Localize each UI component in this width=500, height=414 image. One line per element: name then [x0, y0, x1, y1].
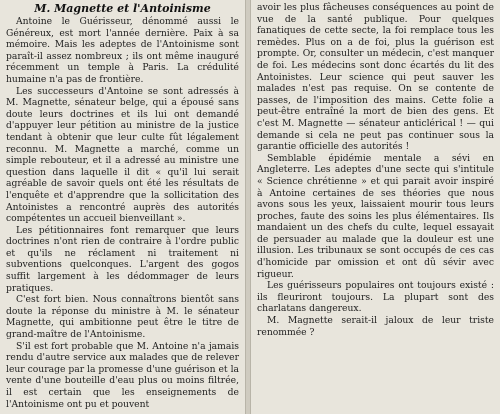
paragraph: Semblable épidémie mentale a sévi en Angleterre. Les adeptes d'une secte qui s'intitule « Science chrétienne » et qui parait avoir inspiré à Antoine certaines de ses théories que nous avons sous les yeux, laissaient mourir tous leurs proches, faute des soins les plus élémentaires. Ils mandaient un des chefs du culte, lequel essayait de persuader au malade que la douleur est une illusion. Les tribunaux se sont occupés de ces cas d'homicide par omission et ont dû sévir avec rigueur. — [257, 152, 494, 280]
paragraph: C'est fort bien. Nous connaîtrons bientôt sans doute la réponse du ministre à M. le sénateur Magnette, qui ambitionne peut être le titre de grand-maître de l'Antoinisme. — [6, 294, 239, 341]
paragraph: M. Magnette serait-il jaloux de leur triste renommée ? — [257, 315, 494, 338]
paragraph: S'il est fort probable que M. Antoine n'a jamais rendu d'autre service aux malades que de relever leur courage par la promesse d'une guérison et la vente d'une bouteille d'eau plus ou moins filtrée, il est certain que les enseignements de l'Antoinisme ont pu et pouvent — [6, 340, 239, 410]
paragraph: Antoine le Guérisseur, dénommé aussi le Généreux, est mort l'année dernière. Paix à sa mémoire. Mais les adeptes de l'Antoinisme sont paraît-il assez nombreux ; ils ont même inauguré récemment un temple à Paris. La crédulité humaine n'a pas de frontière. — [6, 16, 239, 85]
left-column — [0, 0, 246, 414]
right-column — [250, 0, 500, 414]
article-title: M. Magnette et l'Antoinisme — [34, 2, 211, 15]
paragraph: Les guérisseurs populaires ont toujours existé : ils fleuriront toujours. La plupart sont des charlatans dangereux. — [257, 280, 494, 315]
paragraph: Les pétitionnaires font remarquer que leurs doctrines n'ont rien de contraire à l'ordre public et qu'ils ne réclament ni traitement ni subventions quelconques. L'argent des gogos suffit largement à les dédommager de leurs pratiques. — [6, 224, 239, 294]
paragraph: Les successeurs d'Antoine se sont adressés à M. Magnette, sénateur belge, qui a épousé sans doute leurs doctrines et ils lui ont demandé d'appuyer leur pétition au ministre de la justice tendant à obtenir que leur culte fût légalement reconnu. M. Magnette a marché, comme un simple rebouteur, et il a adressé au ministre une question dans laquelle il dit « qu'il lui serait agréable de savoir quels ont été les résultats de l'enquête et d'apprendre que la sollicitation des Antoinistes a rencontré auprès des autorités compétentes un accueil bienveillant ». — [6, 85, 239, 225]
paragraph: avoir les plus fâcheuses conséquences au point de vue de la santé publique. Pour quelques fanatiques de cette secte, la foi remplace tous les remèdes. Plus on a de foi, plus la guérison est prompte. Or, consulter un médecin, c'est manquer de foi. Les médecins sont donc écartés du lit des Antoinistes. Leur science qui peut sauver les malades n'est pas requise. On se contente de passes, de l'imposition des mains. Cette folie a peut-être entraîné la mort de bien des gens. Et c'est M. Magnette — sénateur anticlérical ! — qui demande si cela ne peut pas continuer sous la garantie officielle des autorités ! — [257, 2, 494, 153]
